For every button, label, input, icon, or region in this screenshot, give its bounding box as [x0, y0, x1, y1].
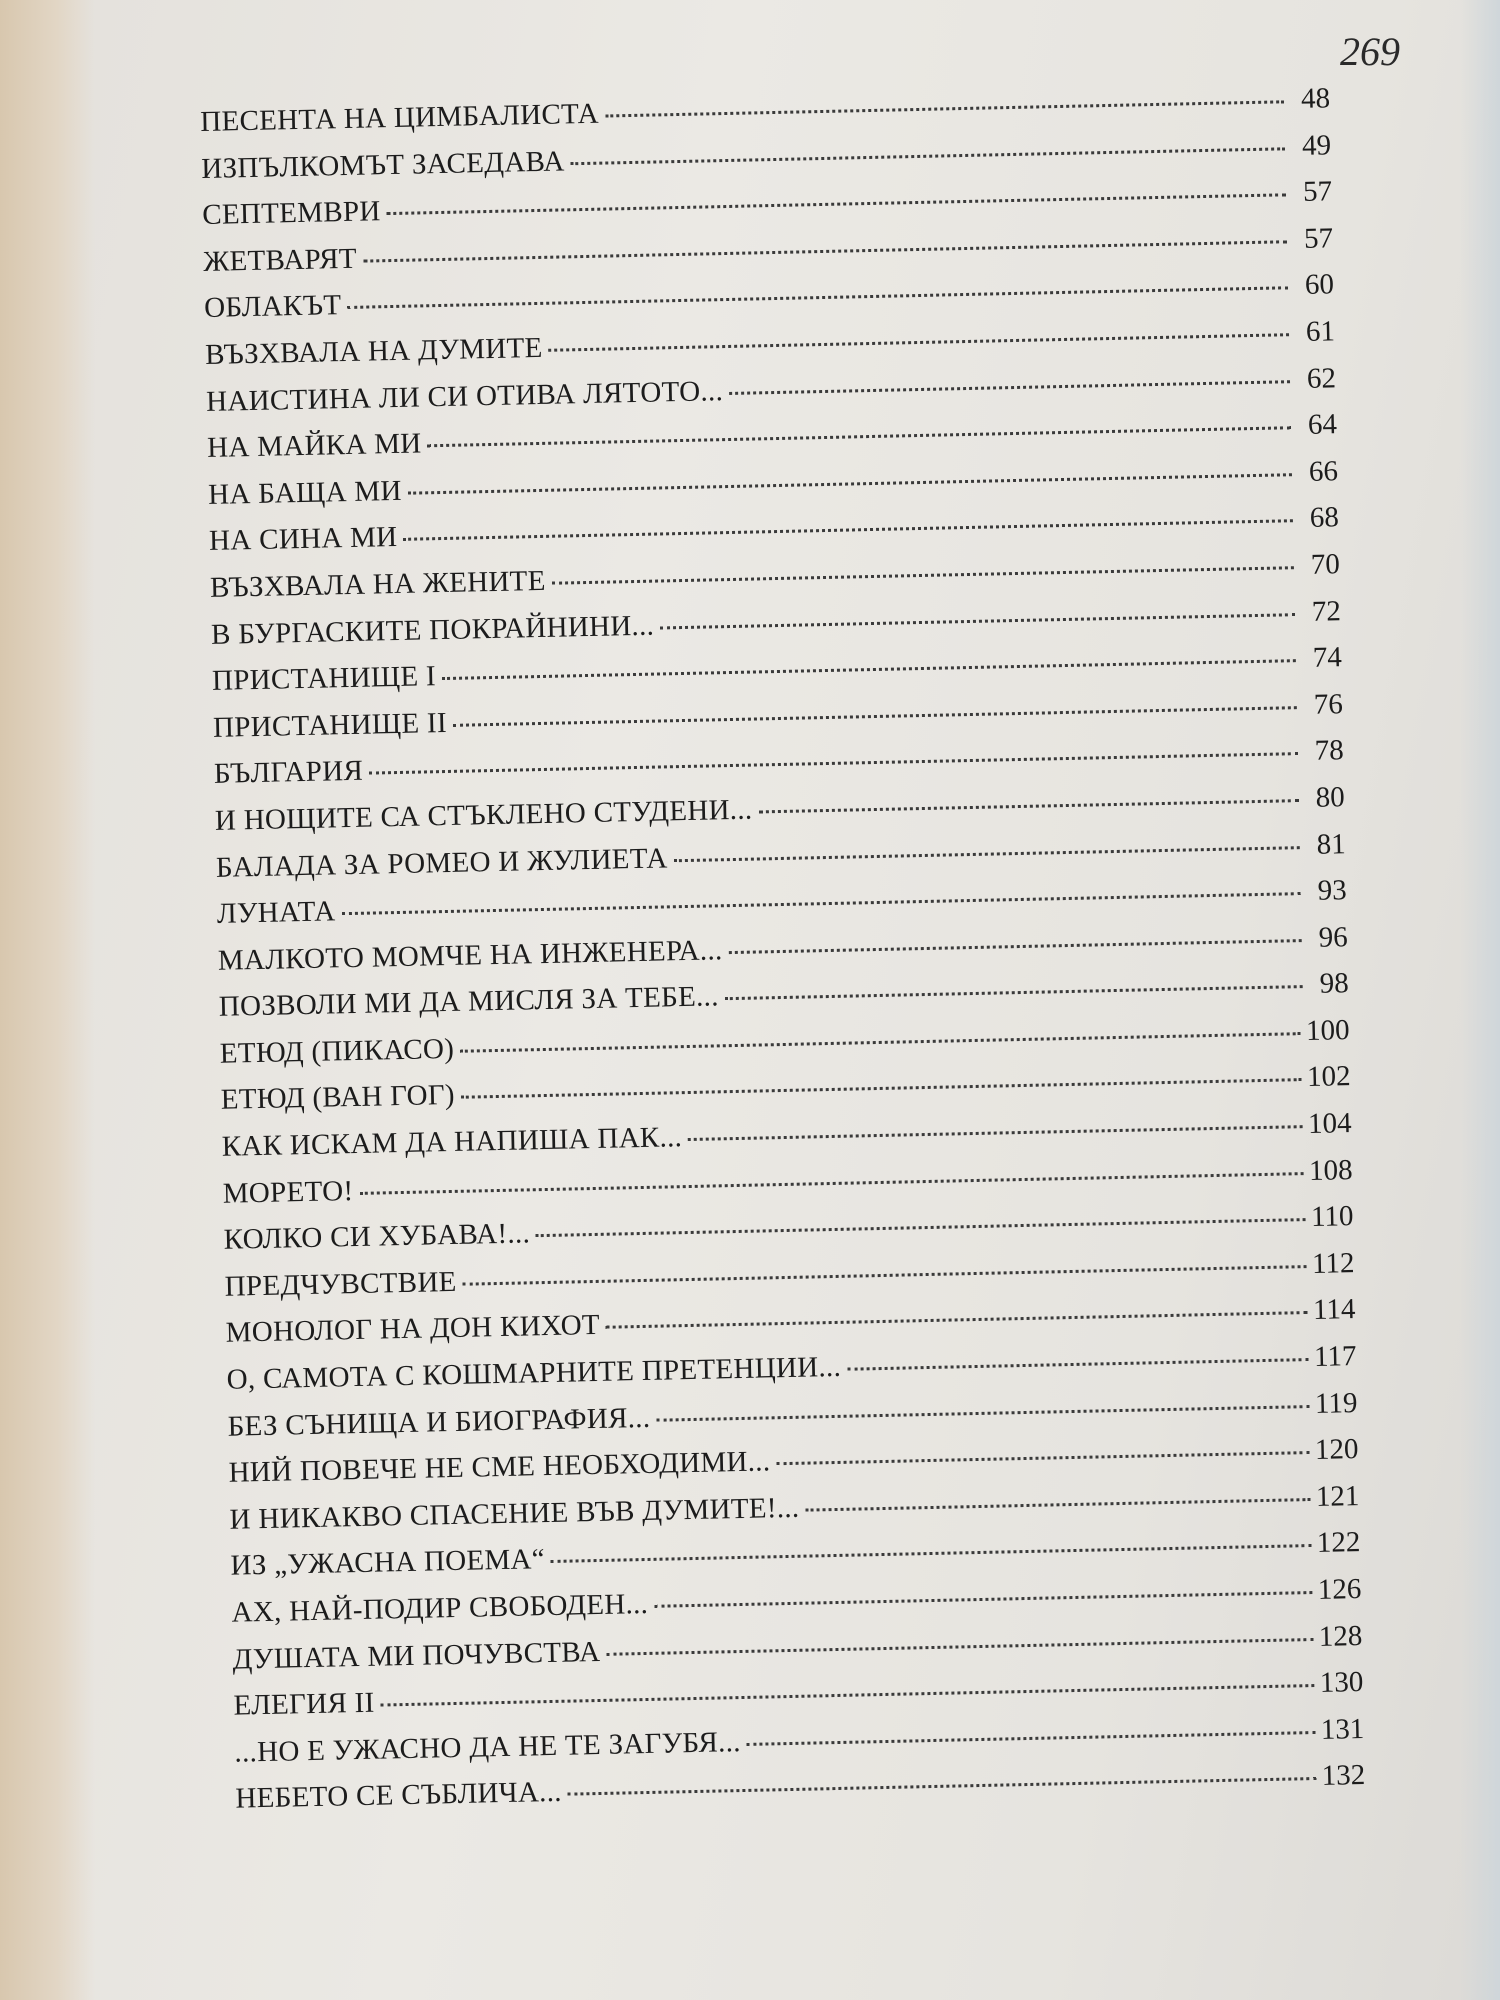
toc-entry-title: МОРЕТО!	[222, 1174, 354, 1210]
toc-entry-page-number: 57	[1302, 175, 1333, 209]
toc-dot-leader	[551, 1544, 1311, 1563]
toc-entry-page-number: 76	[1313, 687, 1344, 721]
toc-dot-leader	[536, 1218, 1305, 1237]
toc-entry-page-number: 112	[1311, 1246, 1355, 1280]
toc-dot-leader	[606, 1638, 1313, 1656]
toc-entry-page-number: 119	[1314, 1386, 1358, 1420]
toc-entry-title: ЕТЮД (ПИКАСО)	[219, 1032, 455, 1070]
toc-dot-leader	[606, 1312, 1307, 1330]
toc-dot-leader	[656, 1405, 1309, 1422]
toc-entry-title: ПРИСТАНИЩЕ I	[211, 660, 437, 697]
toc-entry-title: И НОЩИТЕ СА СТЪКЛЕНО СТУДЕНИ...	[214, 793, 753, 837]
toc-entry-page-number: 57	[1303, 222, 1334, 255]
toc-dot-leader	[571, 147, 1286, 165]
toc-entry-page-number: 132	[1321, 1759, 1366, 1793]
toc-entry-title: ПРЕДЧУВСТВИЕ	[224, 1265, 457, 1303]
toc-entry-page-number: 130	[1319, 1666, 1364, 1700]
toc-entry-title: НЕБЕТО СЕ СЪБЛИЧА...	[235, 1776, 563, 1816]
toc-entry-title: БАЛАДА ЗА РОМЕО И ЖУЛИЕТА	[215, 841, 668, 884]
toc-dot-leader	[363, 240, 1287, 262]
toc-dot-leader	[381, 1684, 1314, 1707]
toc-entry-title: НА СИНА МИ	[208, 521, 398, 558]
toc-entry-title: ПЕСЕНТА НА ЦИМБАЛИСТА	[200, 97, 600, 138]
toc-entry-title: КАК ИСКАМ ДА НАПИША ПАК...	[221, 1121, 683, 1163]
toc-entry-page-number: 72	[1311, 594, 1342, 628]
toc-dot-leader	[408, 473, 1292, 495]
toc-entry-title: ОБЛАКЪТ	[203, 289, 342, 325]
toc-dot-leader	[453, 706, 1297, 727]
toc-dot-leader	[442, 659, 1296, 680]
toc-entry-page-number: 49	[1301, 128, 1332, 162]
toc-dot-leader	[729, 380, 1290, 395]
toc-dot-leader	[387, 193, 1287, 215]
toc-dot-leader	[341, 892, 1300, 915]
toc-dot-leader	[460, 1032, 1300, 1053]
toc-entry-title: ЛУНАТА	[216, 895, 336, 930]
page-edge	[1460, 0, 1500, 2000]
toc-dot-leader	[654, 1591, 1312, 1608]
toc-dot-leader	[605, 100, 1284, 117]
toc-entry-page-number: 93	[1317, 874, 1348, 907]
toc-entry-title: ...НО Е УЖАСНО ДА НЕ ТЕ ЗАГУБЯ...	[234, 1725, 742, 1769]
toc-entry-title: НА БАЩА МИ	[207, 474, 402, 511]
toc-entry-page-number: 64	[1307, 408, 1338, 442]
toc-dot-leader	[369, 752, 1298, 774]
toc-dot-leader	[463, 1265, 1306, 1286]
toc-dot-leader	[403, 520, 1293, 542]
toc-dot-leader	[568, 1777, 1316, 1796]
toc-dot-leader	[847, 1358, 1308, 1371]
toc-entry-title: ВЪЗХВАЛА НА ДУМИТЕ	[204, 331, 543, 371]
toc-entry-page-number: 100	[1305, 1014, 1350, 1047]
toc-entry-title: ИЗПЪЛКОМЪТ ЗАСЕДАВА	[200, 144, 565, 185]
toc-entry-page-number: 114	[1312, 1293, 1356, 1327]
toc-entry-page-number: 70	[1310, 548, 1341, 581]
toc-dot-leader	[805, 1498, 1310, 1512]
toc-entry-title: АХ, НАЙ-ПОДИР СВОБОДЕН...	[231, 1587, 649, 1629]
toc-dot-leader	[428, 426, 1291, 447]
toc-entry-title: НА МАЙКА МИ	[206, 427, 422, 465]
toc-entry-title: ЖЕТВАРЯТ	[202, 242, 358, 278]
toc-entry-page-number: 61	[1305, 315, 1336, 348]
toc-entry-title: И НИКАКВО СПАСЕНИЕ ВЪВ ДУМИТЕ!...	[229, 1491, 800, 1536]
toc-entry-page-number: 60	[1304, 268, 1335, 302]
toc-entry-page-number: 121	[1315, 1479, 1360, 1513]
toc-dot-leader	[347, 287, 1288, 310]
toc-dot-leader	[729, 939, 1302, 954]
toc-entry-title: МАЛКОТО МОМЧЕ НА ИНЖЕНЕРА...	[217, 933, 723, 977]
toc-entry-title: МОНОЛОГ НА ДОН КИХОТ	[225, 1309, 601, 1350]
toc-entry-page-number: 126	[1317, 1573, 1362, 1606]
toc-entry-page-number: 62	[1306, 361, 1337, 395]
table-of-contents	[200, 82, 1366, 1829]
toc-entry-page-number: 117	[1313, 1340, 1357, 1373]
toc-dot-leader	[660, 613, 1295, 629]
book-gutter-shadow	[0, 0, 95, 2000]
toc-entry-title: ДУШАТА МИ ПОЧУВСТВА	[232, 1635, 601, 1676]
toc-entry-page-number: 48	[1300, 82, 1331, 115]
toc-entry-title: КОЛКО СИ ХУБАВА!...	[223, 1217, 531, 1256]
toc-entry-title: НИЙ ПОВЕЧЕ НЕ СМЕ НЕОБХОДИМИ...	[228, 1445, 771, 1489]
toc-entry-page-number: 98	[1319, 967, 1349, 1001]
toc-dot-leader	[359, 1172, 1303, 1195]
toc-entry-title: ПОЗВОЛИ МИ ДА МИСЛЯ ЗА ТЕБЕ...	[218, 980, 720, 1024]
toc-entry-title: БЪЛГАРИЯ	[213, 755, 364, 791]
toc-dot-leader	[688, 1125, 1302, 1141]
toc-entry-title: ЕТЮД (ВАН ГОГ)	[220, 1079, 456, 1117]
toc-entry-page-number: 122	[1316, 1526, 1361, 1560]
toc-entry-page-number: 110	[1310, 1200, 1354, 1234]
toc-dot-leader	[725, 985, 1303, 1000]
toc-dot-leader	[776, 1451, 1309, 1465]
page-number: 269	[1340, 29, 1400, 74]
toc-dot-leader	[758, 799, 1298, 813]
toc-entry-page-number: 68	[1309, 501, 1340, 535]
toc-entry-page-number: 66	[1308, 455, 1339, 488]
toc-dot-leader	[747, 1731, 1315, 1746]
toc-dot-leader	[552, 566, 1294, 585]
toc-entry-page-number: 128	[1318, 1619, 1363, 1653]
toc-entry-title: СЕПТЕМВРИ	[201, 195, 381, 232]
toc-entry-title: ЕЛЕГИЯ II	[233, 1686, 375, 1722]
toc-entry-page-number: 102	[1306, 1060, 1351, 1094]
toc-entry-title: О, САМОТА С КОШМАРНИТЕ ПРЕТЕНЦИИ...	[226, 1350, 842, 1396]
toc-entry-page-number: 80	[1315, 781, 1346, 814]
toc-entry-title: ИЗ „УЖАСНА ПОЕМА“	[230, 1543, 546, 1583]
toc-entry-page-number: 108	[1308, 1153, 1353, 1187]
toc-dot-leader	[549, 333, 1289, 352]
toc-entry-page-number: 96	[1318, 920, 1348, 954]
toc-entry-page-number: 74	[1312, 641, 1343, 674]
toc-dot-leader	[461, 1079, 1301, 1100]
toc-entry-title: БЕЗ СЪНИЩА И БИОГРАФИЯ...	[227, 1401, 651, 1443]
toc-dot-leader	[674, 846, 1300, 862]
toc-entry-page-number: 120	[1314, 1433, 1359, 1467]
toc-entry-page-number: 104	[1307, 1107, 1352, 1141]
toc-entry-page-number: 81	[1316, 827, 1347, 861]
toc-entry-page-number: 78	[1314, 734, 1345, 768]
toc-entry-page-number: 131	[1320, 1712, 1365, 1746]
toc-entry-title: ВЪЗХВАЛА НА ЖЕНИТЕ	[209, 564, 546, 604]
toc-entry-title: В БУРГАСКИТЕ ПОКРАЙНИНИ...	[210, 609, 655, 651]
toc-entry-title: ПРИСТАНИЩЕ II	[212, 706, 448, 744]
toc-entry-title: НАИСТИНА ЛИ СИ ОТИВА ЛЯТОТО...	[205, 374, 724, 418]
